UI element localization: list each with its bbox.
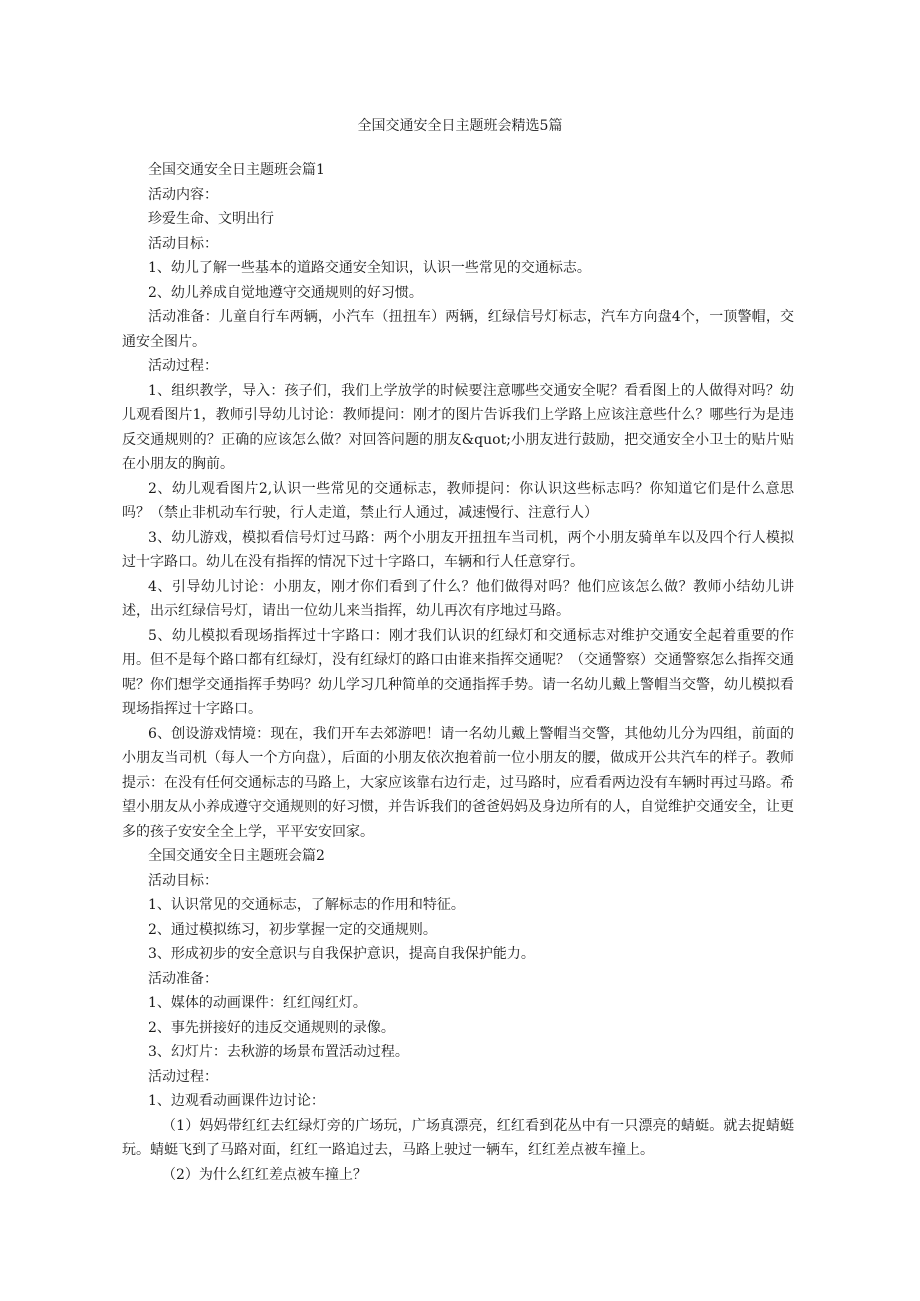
section-heading: 全国交通安全日主题班会篇2 <box>148 848 325 864</box>
paragraph: 3、形成初步的安全意识与自我保护意识，提高自我保护能力。 <box>148 946 535 962</box>
paragraph: 5、幼儿模拟看现场指挥过十字路口：刚才我们认识的红绿灯和交通标志对维护交通安全起着重要的作用。但不是每个路口都有红绿灯，没有红绿灯的路口由谁来指挥交通呢？（交通警察）交通警察怎么指挥交通呢？你们想学交通指挥手势吗？幼儿学习几种简单的交通指挥手势。请一名幼儿戴上警帽当交警，幼儿模拟看现场指挥过十字路口。 <box>122 627 794 717</box>
paragraph: 6、创设游戏情境：现在，我们开车去郊游吧！请一名幼儿戴上警帽当交警，其他幼儿分为四组，前面的小朋友当司机（每人一个方向盘），后面的小朋友依次抱着前一位小朋友的腰，做成开公共汽车的样子。教师提示：在没有任何交通标志的马路上，大家应该靠右边行走，过马路时，应看看两边没有车辆时再过马路。希望小朋友从小养成遵守交通规则的好习惯，并告诉我们的爸爸妈妈及身边所有的人，自觉维护交通安全，让更多的孩子安安全全上学，平平安安回家。 <box>122 725 794 840</box>
paragraph: 珍爱生命、文明出行 <box>148 211 274 227</box>
paragraph: 2、幼儿养成自觉地遵守交通规则的好习惯。 <box>148 284 423 301</box>
paragraph: 活动目标： <box>148 872 218 889</box>
paragraph: 活动过程： <box>148 358 218 374</box>
document-body <box>122 158 794 1187</box>
section-heading: 全国交通安全日主题班会篇1 <box>148 162 325 178</box>
paragraph: 1、认识常见的交通标志，了解标志的作用和特征。 <box>148 897 465 913</box>
paragraph: 活动准备： <box>148 970 218 987</box>
document-title: 全国交通安全日主题班会精选5篇 <box>357 118 563 134</box>
paragraph: 2、事先拼接好的违反交通规则的录像。 <box>148 1019 395 1036</box>
paragraph: 1、幼儿了解一些基本的道路交通安全知识，认识一些常见的交通标志。 <box>148 260 591 276</box>
paragraph: （2）为什么红红差点被车撞上？ <box>162 1166 367 1183</box>
paragraph: 活动过程： <box>148 1068 218 1085</box>
paragraph: 活动目标： <box>148 235 218 252</box>
paragraph: 活动准备：儿童自行车两辆，小汽车（扭扭车）两辆，红绿信号灯标志，汽车方向盘4个，一顶警帽，交通安全图片。 <box>122 309 794 350</box>
paragraph: 1、边观看动画课件边讨论： <box>148 1093 325 1109</box>
paragraph: 1、媒体的动画课件：红红闯红灯。 <box>148 995 367 1011</box>
paragraph: 2、通过模拟练习，初步掌握一定的交通规则。 <box>148 921 437 938</box>
paragraph: 2、幼儿观看图片2,认识一些常见的交通标志，教师提问：你认识这些标志吗？你知道它们是什么意思吗？（禁止非机动车行驶，行人走道，禁止行人通过，减速慢行、注意行人） <box>122 480 794 521</box>
paragraph: 3、幼儿游戏，模拟看信号灯过马路：两个小朋友开扭扭车当司机，两个小朋友骑单车以及四个行人模拟过十字路口。幼儿在没有指挥的情况下过十字路口，车辆和行人任意穿行。 <box>122 529 794 570</box>
paragraph: （1）妈妈带红红去红绿灯旁的广场玩，广场真漂亮，红红看到花丛中有一只漂亮的蜻蜓。就去捉蜻蜓玩。蜻蜓飞到了马路对面，红红一路追过去，马路上驶过一辆车，红红差点被车撞上。 <box>122 1117 794 1158</box>
paragraph: 3、幻灯片：去秋游的场景布置活动过程。 <box>148 1044 409 1060</box>
paragraph: 活动内容： <box>148 186 218 203</box>
paragraph: 1、组织教学，导入：孩子们，我们上学放学的时候要注意哪些交通安全呢？看看图上的人做得对吗？幼儿观看图片1，教师引导幼儿讨论：教师提问：刚才的图片告诉我们上学路上应该注意些什么？哪些行为是违反交通规则的？正确的应该怎么做？对回答问题的朋友&quot;小朋友进行鼓励，把交通安全小卫士的贴片贴在小朋友的胸前。 <box>122 382 794 472</box>
paragraph: 4、引导幼儿讨论：小朋友，刚才你们看到了什么？他们做得对吗？他们应该怎么做？教师小结幼儿讲述，出示红绿信号灯，请出一位幼儿来当指挥，幼儿再次有序地过马路。 <box>122 578 794 619</box>
